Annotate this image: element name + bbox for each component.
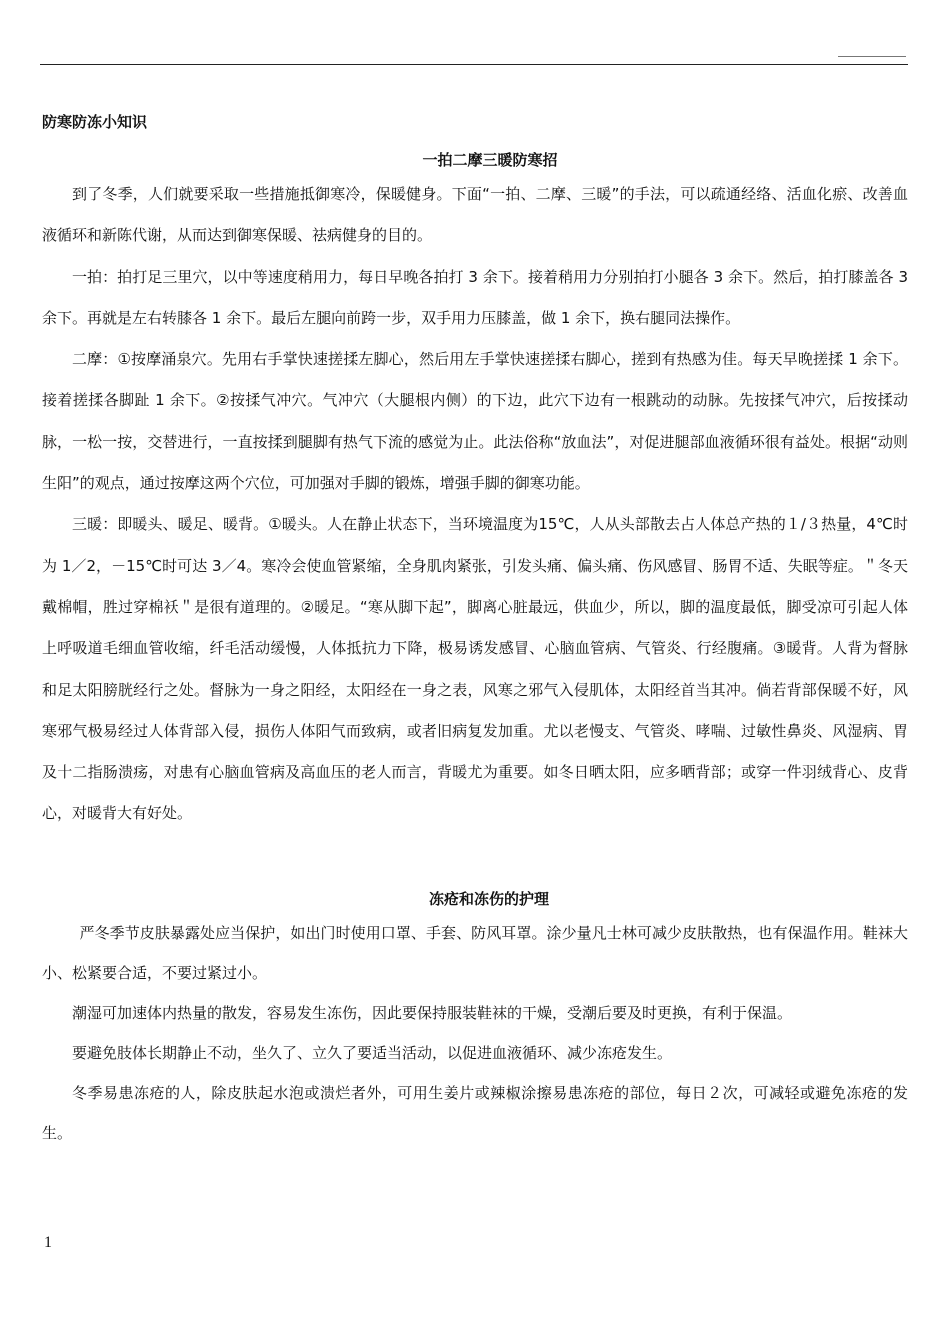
header-rule [40, 64, 908, 65]
section-frostbite-care [42, 885, 908, 1153]
paragraph-massage: 二摩：①按摩涌泉穴。先用右手掌快速搓揉左脚心，然后用左手掌快速搓揉右脚心，搓到有热感为佳。每天早晚搓揉 1 余下。接着搓揉各脚趾 1 余下。②按揉气冲穴。气冲穴（大腿根内侧）的下边，此穴下边有一根跳动的动脉。先按揉气冲穴，后按揉动脉，一松一按，交替进行，一直按揉到腿脚有热气下流的感觉为止。此法俗称“放血法”，对促进腿部血液循环很有益处。根据“动则生阳”的观点，通过按摩这两个穴位，可加强对手脚的锻炼，增强手脚的御寒功能。 [42, 350, 908, 493]
document-title: 防寒防冻小知识 [42, 113, 148, 131]
header-short-rule [838, 56, 906, 57]
section-body [42, 913, 908, 1153]
document-body [42, 108, 908, 1153]
paragraph-activity: 要避免肢体长期静止不动，坐久了、立久了要适当活动，以促进血液循环、减少冻疮发生。 [72, 1043, 673, 1062]
paragraph-pat: 一拍：拍打足三里穴，以中等速度稍用力，每日早晚各拍打 3 余下。接着稍用力分别拍打小腿各 3 余下。然后，拍打膝盖各 3 余下。再就是左右转膝各 1 余下。最后左腿向前跨一步，双手用力压膝盖，做 1 余下，换右腿同法操作。 [42, 267, 908, 327]
paragraph-dryness: 潮湿可加速体内热量的散发，容易发生冻伤，因此要保持服装鞋袜的干燥，受潮后要及时更换，有利于保温。 [72, 1003, 793, 1022]
paragraph-ginger: 冬季易患冻疮的人，除皮肤起水泡或溃烂者外，可用生姜片或辣椒涂擦易患冻疮的部位，每日２次，可减轻或避免冻疮的发生。 [42, 1083, 908, 1142]
section-heading: 一拍二摩三暖防寒招 [422, 151, 558, 169]
paragraph-warmth: 三暖：即暖头、暖足、暖背。①暖头。人在静止状态下，当环境温度为15℃，人从头部散去占人体总产热的１/３热量，4℃时为 1／2，－15℃时可达 3／4。寒冷会使血管紧缩，全身肌肉紧张，引发头痛、偏头痛、伤风感冒、肠胃不适、失眠等症。＂冬天戴棉帽，胜过穿棉袄＂是很有道理的。②暖足。“寒从脚下起”，脚离心脏最远，供血少，所以，脚的温度最低，脚受凉可引起人体上呼吸道毛细血管收缩，纤毛活动缓慢，人体抵抗力下降，极易诱发感冒、心脑血管病、气管炎、行经腹痛。③暖背。人背为督脉和足太阳膀胱经行之处。督脉为一身之阳经，太阳经在一身之表，风寒之邪气入侵肌体，太阳经首当其冲。倘若背部保暖不好，风寒邪气极易经过人体背部入侵，损伤人体阳气而致病，或者旧病复发加重。尤以老慢支、气管炎、哮喘、过敏性鼻炎、风湿病、胃及十二指肠溃疡，对患有心脑血管病及高血压的老人而言，背暖尤为重要。如冬日晒太阳，应多晒背部；或穿一件羽绒背心、皮背心，对暖背大有好处。 [42, 515, 908, 823]
section-heading: 冻疮和冻伤的护理 [428, 889, 549, 908]
section-cold-prevention [42, 146, 908, 835]
page-number: 1 [44, 1234, 52, 1251]
paragraph-protection: 严冬季节皮肤暴露处应当保护，如出门时使用口罩、手套、防风耳罩。涂少量凡士林可减少皮肤散热，也有保温作用。鞋袜大小、松紧要合适，不要过紧过小。 [42, 923, 908, 982]
paragraph-intro: 到了冬季，人们就要采取一些措施抵御寒冷，保暖健身。下面“一拍、二摩、三暖”的手法，可以疏通经络、活血化瘀、改善血液循环和新陈代谢，从而达到御寒保暖、祛病健身的目的。 [42, 185, 908, 245]
